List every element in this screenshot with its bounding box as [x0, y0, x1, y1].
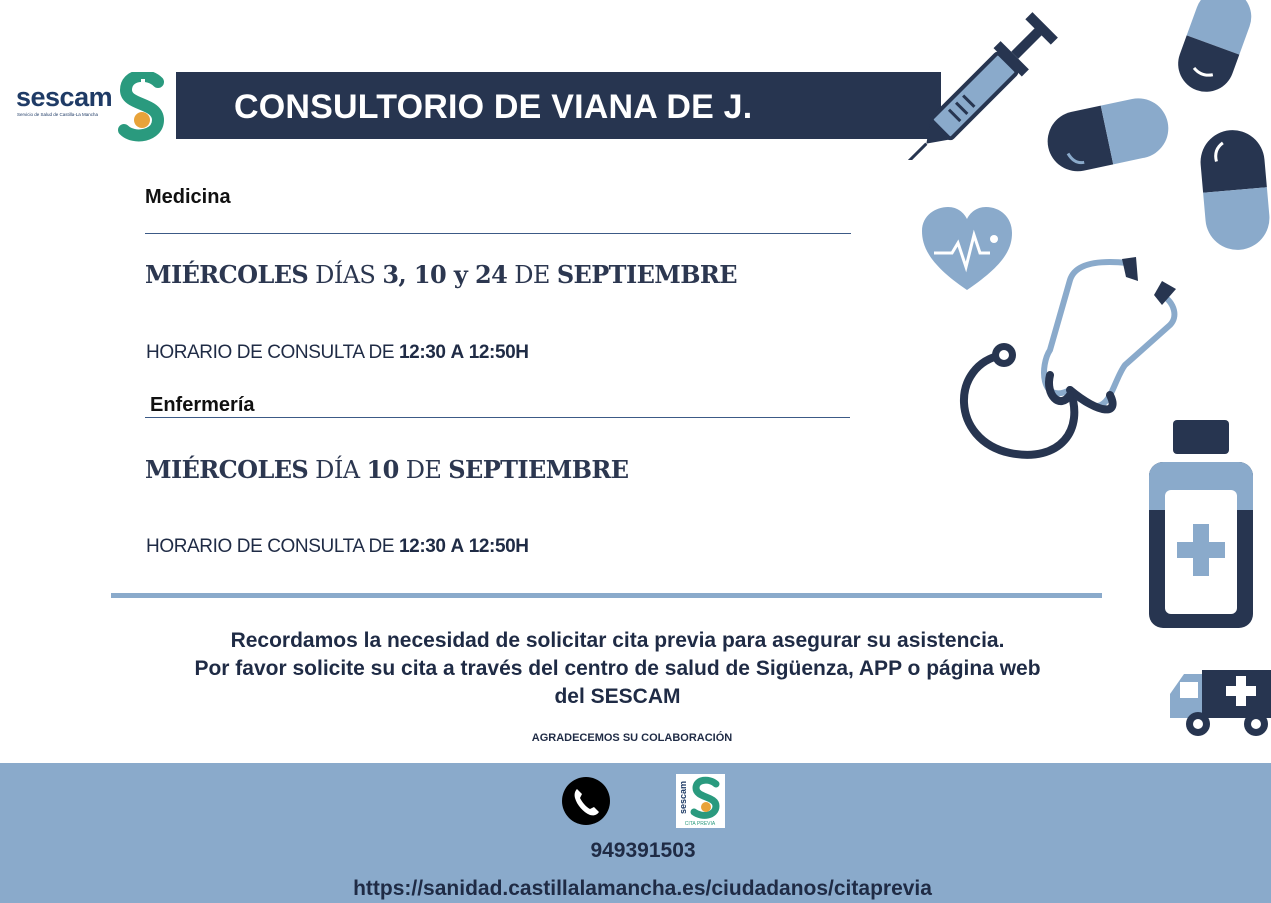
logo-subtitle: Servicio de Salud de Castilla-La Mancha [17, 112, 99, 117]
section-label-enfermeria: Enfermería [150, 394, 255, 416]
sescam-s-icon [118, 72, 166, 142]
cita-previa-link[interactable]: https://sanidad.castillalamancha.es/ciudadanos/citaprevia [353, 877, 932, 900]
medicine-bottle-icon [1145, 418, 1257, 633]
logo-wordmark: sescam [16, 82, 113, 112]
cita-previa-logo [676, 774, 725, 828]
enfermeria-schedule-hours: HORARIO DE CONSULTA DE 12:30 A 12:50H [146, 536, 529, 557]
thanks-note: AGRADECEMOS SU COLABORACIÓN [531, 732, 733, 744]
reminder-line-3: del SESCAM [554, 685, 681, 708]
title-banner [176, 72, 941, 139]
section-rule-medicina [145, 233, 851, 234]
phone-icon [561, 775, 611, 827]
section-label-medicina: Medicina [145, 186, 231, 208]
capsule-icon [1040, 88, 1175, 183]
capsule-icon [1195, 125, 1271, 255]
svg-text:sescam: sescam [678, 780, 688, 814]
medicina-schedule-hours: HORARIO DE CONSULTA DE 12:30 A 12:50H [146, 342, 529, 363]
svg-text:CITA PREVIA: CITA PREVIA [684, 821, 716, 827]
phone-number[interactable]: 949391503 [590, 839, 696, 862]
page-title: CONSULTORIO DE VIANA DE J. [234, 88, 753, 126]
enfermeria-schedule-days: MIÉRCOLES DÍA 10 DE SEPTIEMBRE [145, 455, 629, 484]
medicina-schedule-days: MIÉRCOLES DÍAS 3, 10 y 24 DE SEPTIEMBRE [145, 260, 737, 289]
sescam-logo [14, 70, 164, 142]
section-divider [111, 593, 1102, 598]
sescam-s-icon [676, 774, 725, 828]
ambulance-icon [1168, 668, 1271, 740]
reminder-text [100, 627, 1135, 711]
section-rule-enfermeria [145, 417, 850, 418]
reminder-line-1: Recordamos la necesidad de solicitar cita previa para asegurar su asistencia. [230, 629, 1005, 652]
reminder-line-2: Por favor solicite su cita a través del centro de salud de Sigüenza, APP o página web [194, 657, 1041, 680]
capsule-icon [1165, 0, 1260, 100]
